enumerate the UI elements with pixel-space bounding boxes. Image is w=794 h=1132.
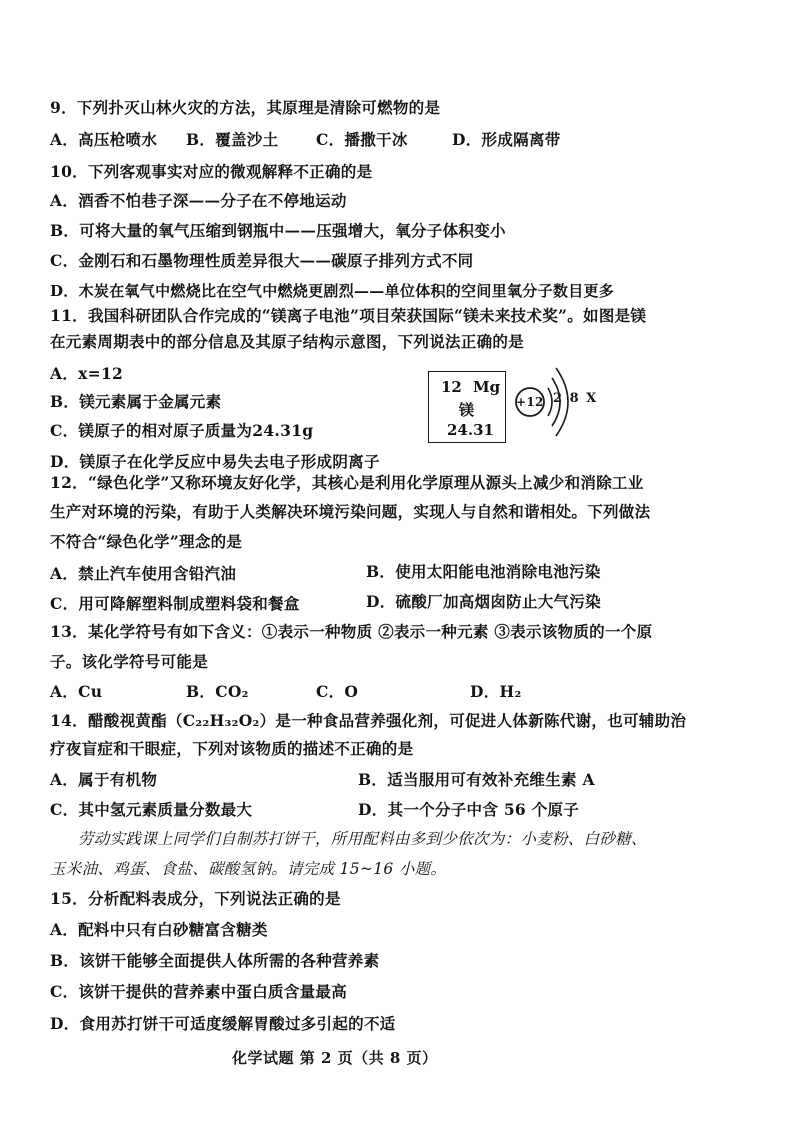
q10-stem: 10．下列客观事实对应的微观解释不正确的是 (50, 162, 373, 181)
q13-option-d: D．H₂ (470, 682, 522, 701)
q13-option-b: B．CO₂ (186, 682, 249, 701)
q15-option-a: A．配料中只有白砂糖富含糖类 (50, 920, 268, 939)
q14-option-d: D．其一个分子中含 56 个原子 (358, 800, 580, 819)
section-intro-line2: 玉米油、鸡蛋、食盐、碳酸氢钠。请完成 15~16 小题。 (50, 860, 447, 878)
element-name: 镁 (459, 401, 475, 419)
atomic-mass: 24.31 (447, 421, 494, 439)
q13-option-c: C．O (316, 682, 359, 701)
q12-stem-line3: 不符合“绿色化学”理念的是 (50, 532, 243, 551)
q9-option-d: D．形成隔离带 (452, 130, 561, 149)
q14-stem-line2: 疗夜盲症和干眼症，下列对该物质的描述不正确的是 (50, 739, 414, 758)
element-symbol: Mg (473, 378, 501, 396)
q9-option-a: A．高压枪喷水 (50, 130, 158, 149)
q13-option-a: A．Cu (50, 682, 103, 701)
q12-stem-line2: 生产对环境的污染，有助于人类解决环境污染问题，实现人与自然和谐相处。下列做法 (50, 502, 651, 521)
q9-option-c: C．播撒干冰 (316, 130, 408, 149)
q9-option-b: B．覆盖沙土 (186, 130, 279, 149)
q14-option-a: A．属于有机物 (50, 770, 158, 789)
q11-stem-line2: 在元素周期表中的部分信息及其原子结构示意图，下列说法正确的是 (50, 332, 525, 351)
q9-stem: 9．下列扑灭山林火灾的方法，其原理是清除可燃物的是 (50, 98, 441, 117)
page-footer: 化学试题 第 2 页（共 8 页） (232, 1049, 438, 1067)
q11-option-b: B．镁元素属于金属元素 (50, 392, 222, 411)
q13-stem-line2: 子。该化学符号可能是 (50, 652, 209, 671)
section-intro-line1: 劳动实践课上同学们自制苏打饼干，所用配料由多到少依次为：小麦粉、白砂糖、 (78, 830, 647, 848)
q14-stem-line1: 14．醋酸视黄酯（C₂₂H₃₂O₂）是一种食品营养强化剂，可促进人体新陈代谢，也可辅助治 (50, 711, 687, 730)
periodic-table-cell (428, 371, 506, 443)
q14-option-b: B．适当服用可有效补充维生素 A (358, 770, 595, 789)
q15-stem: 15．分析配料表成分，下列说法正确的是 (50, 889, 341, 908)
q10-option-d: D．木炭在氧气中燃烧比在空气中燃烧更剧烈——单位体积的空间里氧分子数目更多 (50, 282, 615, 300)
q14-option-c: C．其中氢元素质量分数最大 (50, 800, 253, 819)
q11-option-a: A．x=12 (50, 364, 124, 383)
q15-option-b: B．该饼干能够全面提供人体所需的各种营养素 (50, 951, 380, 970)
q12-stem-line1: 12．“绿色化学”又称环境友好化学，其核心是利用化学原理从源头上减少和消除工业 (50, 473, 644, 492)
q10-option-a: A．酒香不怕巷子深——分子在不停地运动 (50, 191, 347, 210)
q15-option-c: C．该饼干提供的营养素中蛋白质含量最高 (50, 982, 348, 1001)
q13-stem-line1: 13．某化学符号有如下含义：①表示一种物质 ②表示一种元素 ③表示该物质的一个原 (50, 622, 653, 641)
q15-option-d: D．食用苏打饼干可适度缓解胃酸过多引起的不适 (50, 1014, 396, 1033)
q11-option-c: C．镁原子的相对原子质量为24.31g (50, 421, 314, 440)
electron-shell-1 (548, 388, 552, 416)
q12-option-a: A．禁止汽车使用含铅汽油 (50, 564, 237, 583)
q12-option-b: B．使用太阳能电池消除电池污染 (366, 562, 601, 581)
q10-option-b: B．可将大量的氧气压缩到钢瓶中——压强增大，氧分子体积变小 (50, 221, 506, 240)
q10-option-c: C．金刚石和石墨物理性质差异很大——碳原子排列方式不同 (50, 251, 474, 270)
q12-option-c: C．用可降解塑料制成塑料袋和餐盒 (50, 594, 300, 613)
atomic-number: 12 (441, 378, 462, 396)
electron-counts: 2 8 X (553, 391, 598, 406)
q11-stem-line1: 11．我国科研团队合作完成的“镁离子电池”项目荣获国际“镁未来技术奖”。如图是镁 (50, 306, 647, 325)
nucleus-charge: +12 (516, 395, 544, 409)
q11-option-d: D．镁原子在化学反应中易失去电子形成阴离子 (50, 452, 380, 471)
q12-option-d: D．硫酸厂加高烟囱防止大气污染 (366, 592, 601, 611)
